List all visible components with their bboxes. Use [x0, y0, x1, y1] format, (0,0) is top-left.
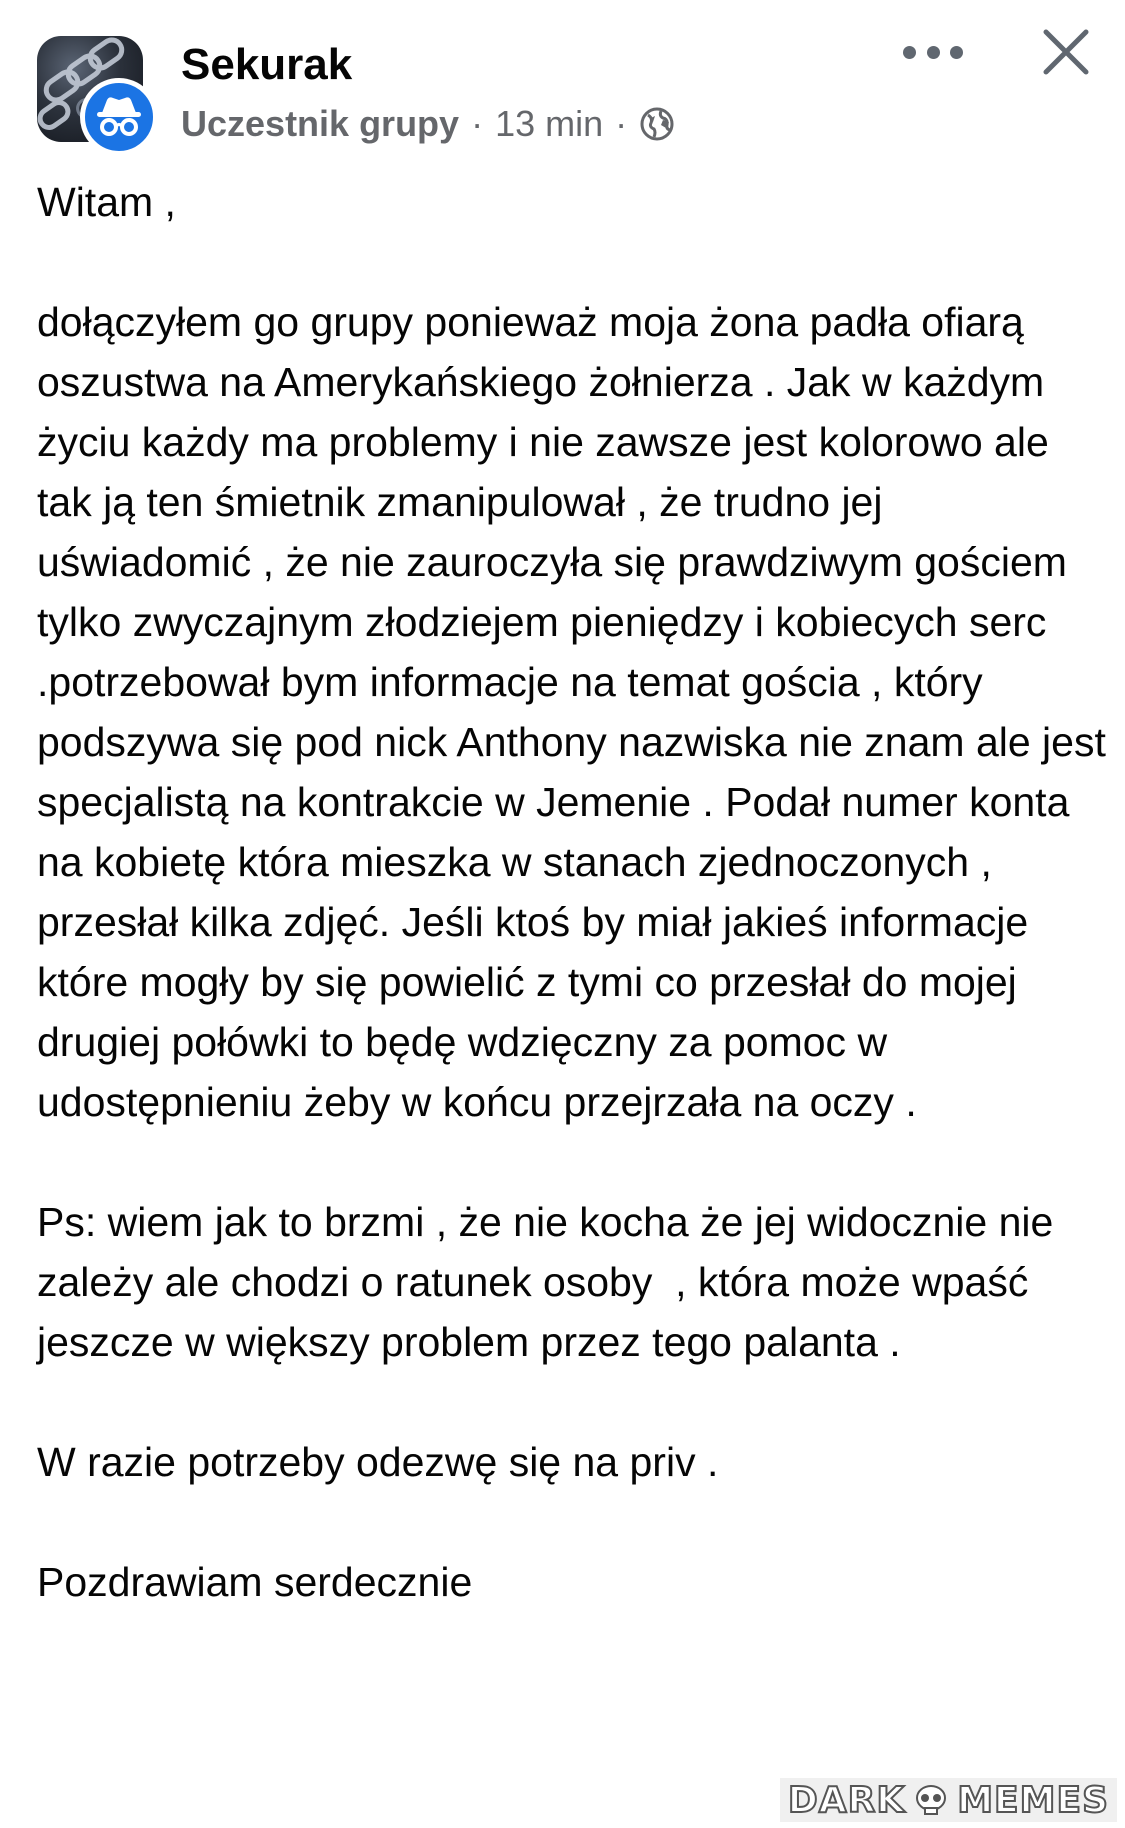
anonymous-badge: [80, 78, 158, 156]
more-dot: [903, 46, 916, 59]
meta-separator: ·: [471, 103, 484, 144]
post-body: [37, 172, 1118, 1612]
meta-separator-2: ·: [615, 103, 628, 144]
close-icon[interactable]: [1040, 26, 1092, 78]
post-meta: [181, 100, 675, 148]
post-paragraph-main: dołączyłem go grupy ponieważ moja żona padła ofiarą oszustwa na Amerykańskiego żołnierza . Jak w każdym życiu każdy ma problemy i nie zawsze jest kolorowo ale tak ją ten śmietnik zmanipulował , że trudno jej uświadomić , że nie zauroczyła się prawdziwym gościem tylko zwyczajnym złodziejem pieniędzy i kobiecych serc .potrzebował bym informacje na temat gościa , który podszywa się pod nick Anthony nazwiska nie znam ale jest specjalistą na kontrakcie w Jemenie . Podał numer konta na kobietę która mieszka w stanach zjednoczonych , przesłał kilka zdjęć. Jeśli ktoś by miał jakieś informacje które mogły by się powielić z tymi co przesłał do mojej drugiej połówki to będę wdzięczny za pomoc w udostępnieniu żeby w końcu przejrzała na oczy .: [37, 299, 1118, 1125]
post-time[interactable]: 13 min: [495, 103, 604, 144]
post-paragraph-contact: W razie potrzeby odezwę się na priv .: [37, 1439, 719, 1485]
author-role: Uczestnik grupy: [181, 103, 460, 144]
author-name[interactable]: Sekurak: [181, 40, 353, 89]
watermark-left: DARK: [787, 1779, 906, 1821]
post-paragraph-greeting: Witam ,: [37, 179, 176, 225]
more-options-icon[interactable]: [903, 30, 963, 74]
more-dot: [927, 46, 940, 59]
darkmemes-watermark: [780, 1778, 1117, 1822]
post-paragraph-ps: Ps: wiem jak to brzmi , że nie kocha że jej widocznie nie zależy ale chodzi o ratunek osoby , która może wpaść jeszcze w większy problem przez tego palanta .: [37, 1199, 1065, 1365]
incognito-icon: [85, 83, 153, 151]
skull-icon: [911, 1784, 951, 1816]
post-paragraph-signoff: Pozdrawiam serdecznie: [37, 1559, 473, 1605]
more-dot: [950, 46, 963, 59]
post-header: [0, 0, 1125, 160]
globe-icon: [639, 106, 675, 142]
watermark-right: MEMES: [957, 1779, 1109, 1821]
